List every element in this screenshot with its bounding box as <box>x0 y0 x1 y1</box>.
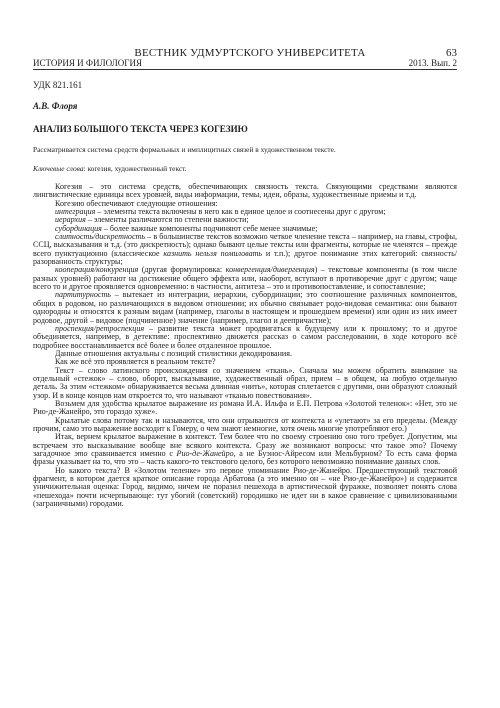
paragraph: Как же всё это проявляется в реальном тексте? <box>55 357 216 367</box>
relation-item: слитность/дискретность – в большинстве текстов возможно четкое членение текста – например, на главы, строфы, ССЦ, высказывания и т.д. (это дискретность); однако бывают целые тексты или фрагменты, которые не членятся – прежде всего пунктуационно (классическое казнить нельзя помиловать и т.п.); другое понимание этих категорий: связность/разорванность структуры; <box>33 232 457 267</box>
journal-section: ИСТОРИЯ И ФИЛОЛОГИЯ <box>33 58 142 68</box>
paragraph: Когезию обеспечивают следующие отношения: <box>55 198 218 208</box>
term: иерархия <box>55 215 86 225</box>
article-abstract: Рассматривается система средств формальных и имплицитных связей в художественном тексте. <box>33 145 336 154</box>
paragraph: Данные отношения актуальны с позиций стилистики декодирования. <box>55 348 292 358</box>
page-number: 63 <box>446 47 457 59</box>
paragraph: Итак, вернем крылатое выражение в контекст. Тем более что по своему строению оно того требует. Допустим, мы встречаем это высказывание вообще вне всякого контекста. Сразу же возникают вопросы: что такое это? Почему загадочное это сравнивается именно с Рио-де-Жанейро, а не Буэнос-Айресом или Мельбурном? То есть сама форма фразы указывает на то, что это – часть какого-то текстового целого, без которого невозможно понимание данных слов. <box>33 432 458 467</box>
keywords-list: : когезия, художественный текст. <box>83 164 187 173</box>
issue-number: 2013. Вып. 2 <box>408 58 457 68</box>
relation-item: кооперация/конкуренция (другая формулировка: конвергенция/дивергенция) – текстовые компоненты (в том числе разных уровней) работают на достижение общего эффекта или, наоборот, вступают в противоречие друг с другом; чаще всего то и другое проявляется одновременно: в частности, антитеза – это и противопоставление, и сопоставление; <box>33 265 457 292</box>
relation-item: проспекция/ретроспекция – развитие текста может продвигаться к будущему или к прошлому; то и другое объединяется, например, в детективе: проспективно движется рассказ о самом расследовании, в ходе которого всё подробнее восстанавливается всё более и более отдаленное прошлое. <box>33 323 457 350</box>
article-body <box>33 183 457 508</box>
term: проспекция/ретроспекция <box>55 323 145 333</box>
relation-item: интеграция – элементы текста включены в него как в единое целое и соотнесены друг с другом; <box>55 207 386 217</box>
article-keywords <box>33 164 187 173</box>
relation-item: иерархия – элементы различаются по степени важности; <box>55 215 249 225</box>
paragraph: Но какого текста? В «Золотом теленке» это первое упоминание Рио-де-Жанейро. Предшествующий текстовой фрагмент, в котором дается краткое описание города Арбатова (а это именно он – «не Рио-де-Жанейро») и содержится уничижительная оценка: Город, видимо, ничем не поразил пешехода в артистической фуражке, позволяет понять слова «пешехода» почти исчерпывающе: тут убогий (советский) городишко не идет ни в какое сравнение с цивилизованными (заграничными) городами. <box>33 465 457 509</box>
journal-title: ВЕСТНИК УДМУРТСКОГО УНИВЕРСИТЕТА <box>134 47 366 59</box>
paragraph: Возьмем для удобства крылатое выражение из романа И.А. Ильфа и Е.П. Петрова «Золотой теленок»: «Нет, это не Рио-де-Жанейро, это гораздо хуже». <box>33 398 457 417</box>
header-divider <box>33 69 457 70</box>
quoted-phrase: казнить нельзя помиловать <box>163 248 263 258</box>
paragraph: Текст – слово латинского происхождения со значением «ткань». Сначала мы можем обратить внимание на отдельный «стежок» – слово, оборот, высказывание, художественный образ, прием – в общем, на любую отдельную деталь. За этим «стежком» обнаруживается весьма длинная «нить», которая сплетается с другими, они образуют сложный узор. И в конце концов нам откроется то, что называют «тканью повествования». <box>33 365 457 400</box>
paragraph: Когезия – это система средств, обеспечивающих связность текста. Связующими средствами являются лингвистические единицы всех уровней, виды информации, темы, идеи, образы, художественные приемы и т.д. <box>33 182 457 200</box>
term: партитурность <box>55 290 111 300</box>
term: кооперация/конкуренция <box>55 265 139 275</box>
term: слитность/дискретность <box>55 232 146 242</box>
relation-item: партитурность – вытекает из интеграции, иерархии, субординации; это соотношение различных компонентов, общих в родовом, но различающихся в видовом отношении; их обычно связывает родо-видовая семантика: они бывают однородны и относятся к разным видам (например, глаголы в настоящем и прошедшем времени) или один из них имеет родовое, другой – видовое (подчиненное) значение (например, глагол и деепричастие); <box>33 290 457 325</box>
paragraph: Крылатые слова потому так и называются, что они отрываются от контекста и «улетают» за его пределы. (Между прочим, само это выражение восходит к Гомеру, о чем знают немногие, хотя очень многие употребляют его.) <box>33 415 457 433</box>
term: субординация <box>55 223 102 233</box>
keywords-label: Ключевые слова <box>33 164 84 173</box>
term: конвергенция/дивергенция <box>225 265 315 275</box>
term: интеграция <box>55 207 96 217</box>
article-author: А.В. Флоря <box>33 101 78 111</box>
article-title: АНАЛИЗ БОЛЬШОГО ТЕКСТА ЧЕРЕЗ КОГЕЗИЮ <box>33 124 248 134</box>
udk-code: УДК 821.161 <box>33 80 83 90</box>
relation-item: субординация – более важные компоненты подчиняют себе менее значимые; <box>55 223 318 233</box>
